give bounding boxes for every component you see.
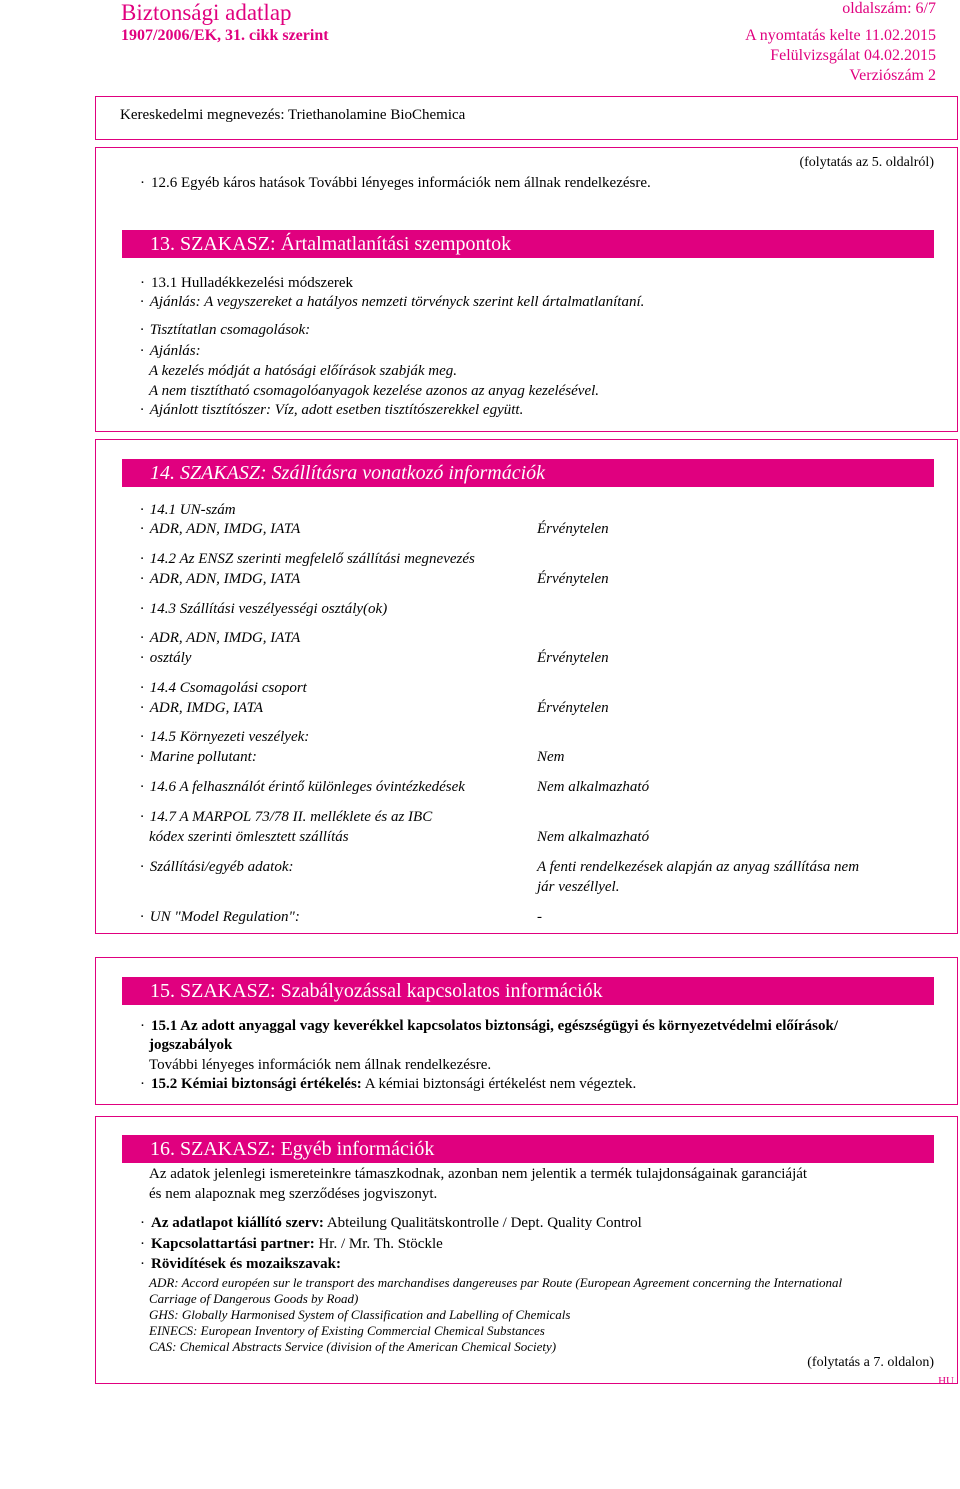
document-title: Biztonsági adatlap (121, 0, 292, 25)
item-14-1-value: Érvénytelen (537, 521, 609, 537)
recommendation-row: · Ajánlás: A vegyszereket a hatályos nemzeti törvényck szerint kell ártalmatlanítaní. (140, 294, 645, 310)
item-14-3-mode-label: ADR, ADN, IMDG, IATA (149, 630, 301, 646)
item-15-1-label-1: 15.1 Az adott anyaggal vagy keverékkel kapcsolatos biztonsági, egészségügyi és környezetvédelmi előírások/ (151, 1018, 839, 1034)
item-14-7-value: Nem alkalmazható (537, 829, 650, 845)
recommendation-2-line2: A nem tisztítható csomagolóanyagok kezelése azonos az anyag kezelésével. (149, 383, 600, 399)
contact-value: Hr. / Mr. Th. Stöckle (318, 1236, 443, 1252)
item-14-4-label: 14.4 Csomagolási csoport (149, 680, 307, 696)
abbr-einecs: EINECS: European Inventory of Existing Commercial Chemical Substances (149, 1323, 545, 1338)
section-16-intro-1: Az adatok jelenlegi ismereteinkre támaszkodnak, azonban nem jelentik a termék tulajdonságainak garanciáját (149, 1166, 808, 1182)
trade-name: Kereskedelmi megnevezés: Triethanolamine BioChemica (120, 107, 466, 123)
item-14-6-value: Nem alkalmazható (537, 779, 650, 795)
un-model-regulation-value: - (537, 909, 542, 925)
item-14-6-label: 14.6 A felhasználót érintő különleges óvintézkedések (149, 779, 465, 795)
transport-other: · Szállítási/egyéb adatok: (140, 859, 294, 875)
item-15-1: · 15.1 Az adott anyaggal vagy keverékkel kapcsolatos biztonsági, egészségügyi és környezetvédelmi előírások/ (140, 1018, 839, 1034)
item-14-5-label: 14.5 Környezeti veszélyek: (149, 729, 310, 745)
item-15-1-text: További lényeges információk nem állnak rendelkezésre. (149, 1057, 492, 1073)
item-14-7-label-1: 14.7 A MARPOL 73/78 II. melléklete és az IBC (149, 809, 433, 825)
item-13-1-label: 13.1 Hulladékkezelési módszerek (151, 275, 354, 291)
recommendation-text: A vegyszereket a hatályos nemzeti törvényck szerint kell ártalmatlanítaní. (204, 294, 645, 310)
item-14-1: · 14.1 UN-szám (140, 502, 236, 518)
issuer-label: Az adatlapot kiállító szerv: (151, 1215, 324, 1231)
page-number: oldalszám: 6/7 (842, 0, 936, 17)
section-13-heading: 13. SZAKASZ: Ártalmatlanítási szempontok (122, 230, 934, 258)
item-14-7: · 14.7 A MARPOL 73/78 II. melléklete és az IBC (140, 809, 433, 825)
item-14-7-label-2: kódex szerinti ömlesztett szállítás (149, 829, 349, 845)
version-number: Verziószám 2 (849, 67, 936, 84)
regulation-reference: 1907/2006/EK, 31. cikk szerint (121, 27, 329, 44)
recommended-cleaner-text: Víz, adott esetben tisztítószerekkel együtt. (274, 402, 524, 418)
abbr-adr-1: ADR: Accord européen sur le transport des marchandises dangereuses par Route (European Agreement concerning the International (149, 1275, 843, 1290)
item-14-3-class: · osztály (140, 650, 192, 666)
item-12-6-label: 12.6 Egyéb káros hatások (151, 175, 306, 191)
item-14-6: · 14.6 A felhasználót érintő különleges óvintézkedések (140, 779, 465, 795)
item-14-4-mode: · ADR, IMDG, IATA (140, 700, 264, 716)
item-14-1-mode: · ADR, ADN, IMDG, IATA (140, 521, 301, 537)
item-14-3-mode: · ADR, ADN, IMDG, IATA (140, 630, 301, 646)
item-14-3-value: Érvénytelen (537, 650, 609, 666)
marine-pollutant-label: Marine pollutant: (149, 749, 257, 765)
section-16-heading: 16. SZAKASZ: Egyéb információk (122, 1135, 934, 1163)
item-14-1-mode-label: ADR, ADN, IMDG, IATA (149, 521, 301, 537)
abbr-ghs: GHS: Globally Harmonised System of Classification and Labelling of Chemicals (149, 1307, 571, 1322)
item-14-2-label: 14.2 Az ENSZ szerinti megfelelő szállítási megnevezés (149, 551, 475, 567)
recommendation-label: Ajánlás: (149, 294, 201, 310)
contact-label: Kapcsolattartási partner: (151, 1236, 315, 1252)
transport-other-value-2: jár veszéllyel. (537, 879, 620, 895)
item-14-4: · 14.4 Csomagolási csoport (140, 680, 307, 696)
item-14-5: · 14.5 Környezeti veszélyek: (140, 729, 310, 745)
item-15-1-label-2: jogszabályok (149, 1037, 233, 1053)
issuer-value: Abteilung Qualitätskontrolle / Dept. Quality Control (326, 1215, 642, 1231)
revision-date: Felülvizsgálat 04.02.2015 (770, 47, 936, 64)
un-model-regulation: · UN "Model Regulation": (140, 909, 300, 925)
print-date: A nyomtatás kelte 11.02.2015 (745, 27, 936, 44)
contact: · Kapcsolattartási partner: Hr. / Mr. Th. Stöckle (140, 1236, 443, 1252)
item-12-6-text: További lényeges információk nem állnak rendelkezésre. (308, 175, 651, 191)
item-12-6: · 12.6 Egyéb káros hatások További lényeges információk nem állnak rendelkezésre. (140, 175, 651, 191)
item-14-2-mode: · ADR, ADN, IMDG, IATA (140, 571, 301, 587)
uncleaned-packaging-label: Tisztítatlan csomagolások: (149, 322, 311, 338)
item-15-2-text: A kémiai biztonsági értékelést nem végeztek. (364, 1076, 637, 1092)
item-15-2: · 15.2 Kémiai biztonsági értékelés: A kémiai biztonsági értékelést nem végeztek. (140, 1076, 637, 1092)
recommended-cleaner-label: Ajánlott tisztítószer: (149, 402, 272, 418)
continued-next: (folytatás a 7. oldalon) (807, 1355, 934, 1370)
section-16-intro-2: és nem alapoznak meg szerződéses jogviszonyt. (149, 1186, 438, 1202)
item-14-4-mode-label: ADR, IMDG, IATA (149, 700, 264, 716)
continued-from: (folytatás az 5. oldalról) (799, 155, 934, 170)
abbreviations: · Rövidítések és mozaikszavak: (140, 1256, 341, 1272)
abbreviations-label: Rövidítések és mozaikszavak: (151, 1256, 341, 1272)
item-14-2: · 14.2 Az ENSZ szerinti megfelelő szállítási megnevezés (140, 551, 475, 567)
item-14-2-value: Érvénytelen (537, 571, 609, 587)
abbr-adr-2: Carriage of Dangerous Goods by Road) (149, 1291, 359, 1306)
issuer: · Az adatlapot kiállító szerv: Abteilung Qualitätskontrolle / Dept. Quality Control (140, 1215, 642, 1231)
marine-pollutant-value: Nem (537, 749, 565, 765)
item-14-3: · 14.3 Szállítási veszélyességi osztály(ok) (140, 601, 388, 617)
uncleaned-packaging: · Tisztítatlan csomagolások: (140, 322, 311, 338)
item-14-4-value: Érvénytelen (537, 700, 609, 716)
language-code: HU (938, 1375, 954, 1387)
recommendation-2-label: Ajánlás: (149, 343, 201, 359)
recommendation-2: · Ajánlás: (140, 343, 201, 359)
transport-other-label: Szállítási/egyéb adatok: (149, 859, 294, 875)
item-13-1: · 13.1 Hulladékkezelési módszerek (140, 275, 354, 291)
transport-other-value-1: A fenti rendelkezések alapján az anyag szállítása nem (537, 859, 860, 875)
item-15-2-label: 15.2 Kémiai biztonsági értékelés: (151, 1076, 362, 1092)
abbr-cas: CAS: Chemical Abstracts Service (division of the American Chemical Society) (149, 1339, 557, 1354)
item-14-2-mode-label: ADR, ADN, IMDG, IATA (149, 571, 301, 587)
un-model-regulation-label: UN "Model Regulation": (149, 909, 300, 925)
trade-name-box (95, 96, 958, 140)
marine-pollutant: · Marine pollutant: (140, 749, 257, 765)
item-14-3-class-label: osztály (149, 650, 192, 666)
item-14-1-label: 14.1 UN-szám (149, 502, 236, 518)
recommendation-2-line1: A kezelés módját a hatósági előírások szabják meg. (149, 363, 458, 379)
section-15-heading: 15. SZAKASZ: Szabályozással kapcsolatos információk (122, 977, 934, 1005)
recommended-cleaner: · Ajánlott tisztítószer: Víz, adott esetben tisztítószerekkel együtt. (140, 402, 524, 418)
item-14-3-label: 14.3 Szállítási veszélyességi osztály(ok) (149, 601, 388, 617)
section-14-heading: 14. SZAKASZ: Szállításra vonatkozó információk (122, 459, 934, 487)
